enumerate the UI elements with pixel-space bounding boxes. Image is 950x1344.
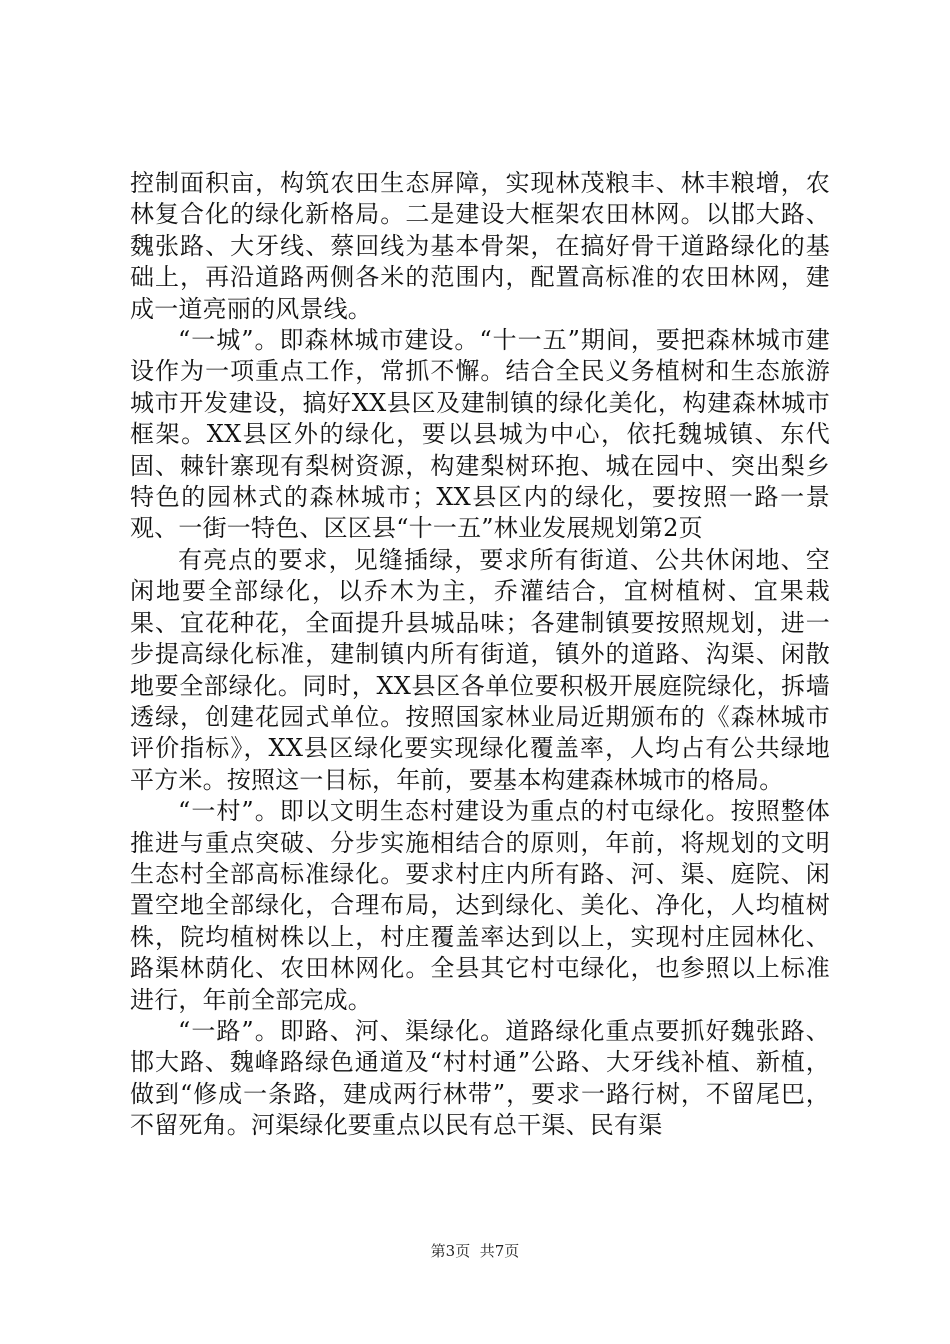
- document-body: [130, 168, 830, 1142]
- page-number: 第3页: [430, 1242, 471, 1260]
- paragraph-3: 有亮点的要求，见缝插绿，要求所有街道、公共休闲地、空闲地要全部绿化，以乔木为主，乔灌结合，宜树植树、宜果栽果、宜花种花，全面提升县城品味；各建制镇要按照规划，进一步提高绿化标准，建制镇内所有街道，镇外的道路、沟渠、闲散地要全部绿化。同时，XX县区各单位要积极开展庭院绿化，拆墙透绿，创建花园式单位。按照国家林业局近期颁布的《森林城市评价指标》，XX县区绿化要实现绿化覆盖率，人均占有公共绿地平方米。按照这一目标，年前，要基本构建森林城市的格局。: [130, 545, 830, 794]
- paragraph-5: “一路”。即路、河、渠绿化。道路绿化重点要抓好魏张路、邯大路、魏峰路绿色通道及“村村通”公路、大牙线补植、新植，做到“修成一条路，建成两行林带”，要求一路行树，不留尾巴，不留死角。河渠绿化要重点以民有总干渠、民有渠: [130, 1016, 830, 1140]
- page-total: 共7页: [479, 1242, 520, 1260]
- page-footer: [0, 1240, 950, 1261]
- paragraph-2: “一城”。即森林城市建设。“十一五”期间，要把森林城市建设作为一项重点工作，常抓不懈。结合全民义务植树和生态旅游城市开发建设，搞好XX县区及建制镇的绿化美化，构建森林城市框架。XX县区外的绿化，要以县城为中心，依托魏城镇、东代固、棘针寨现有梨树资源，构建梨树环抱、城在园中、突出梨乡特色的园林式的森林城市；XX县区内的绿化，要按照一路一景观、一街一特色、区区县“十一五”林业发展规划第2页: [130, 326, 830, 543]
- paragraph-4: “一村”。即以文明生态村建设为重点的村屯绿化。按照整体推进与重点突破、分步实施相结合的原则，年前，将规划的文明生态村全部高标准绿化。要求村庄内所有路、河、渠、庭院、闲置空地全部绿化，合理布局，达到绿化、美化、净化，人均植树株，院均植树株以上，村庄覆盖率达到以上，实现村庄园林化、路渠林荫化、农田林网化。全县其它村屯绿化，也参照以上标准进行，年前全部完成。: [130, 797, 830, 1014]
- paragraph-1: 控制面积亩，构筑农田生态屏障，实现林茂粮丰、林丰粮增，农林复合化的绿化新格局。二是建设大框架农田林网。以邯大路、魏张路、大牙线、蔡回线为基本骨架，在搞好骨干道路绿化的基础上，再沿道路两侧各米的范围内，配置高标准的农田林网，建成一道亮丽的风景线。: [130, 169, 830, 323]
